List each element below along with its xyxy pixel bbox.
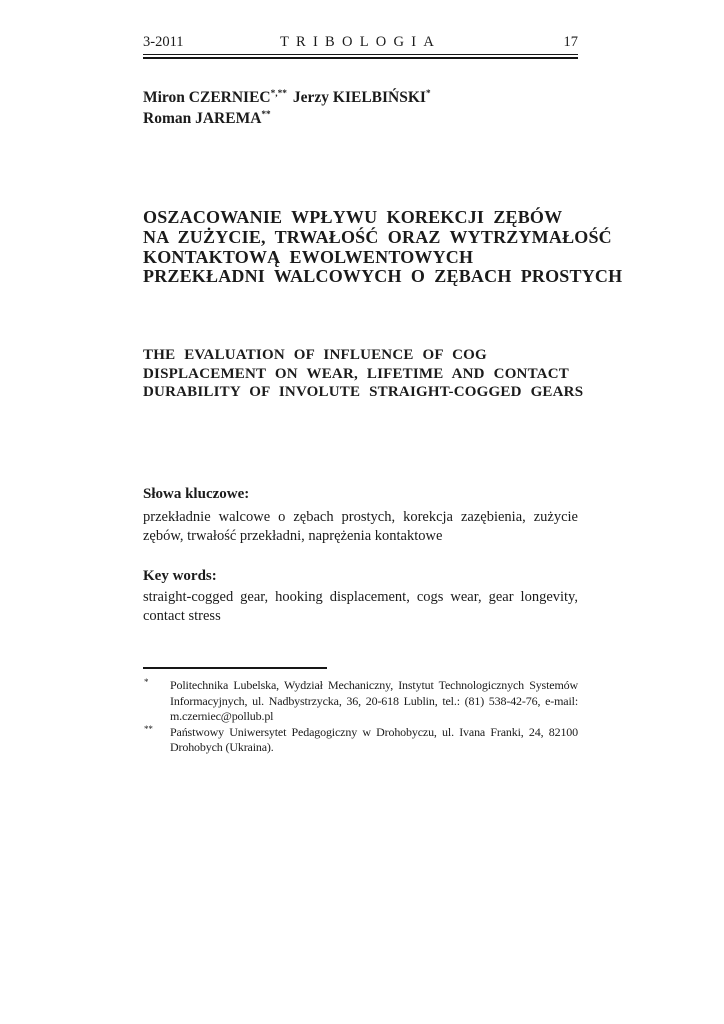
footnote-line: Drohobych (Ukraina).	[170, 740, 274, 755]
paper-title-english	[143, 346, 583, 402]
header-rule	[143, 54, 578, 59]
author-footnote-marks: *,**	[270, 88, 287, 99]
keywords-line: contact stress	[143, 607, 221, 624]
title-line: THE EVALUATION OF INFLUENCE OF COG	[143, 347, 487, 363]
author-footnote-marks: *	[425, 88, 431, 99]
footnote-line: m.czerniec@pollub.pl	[170, 709, 274, 724]
footnote-line: Informacyjnych, ul. Nadbystrzycka, 36, 20-618 Lublin, tel.: (81) 538-42-76, e-mail:	[170, 693, 578, 708]
title-line: PRZEKŁADNI WALCOWYCH O ZĘBACH PROSTYCH	[143, 266, 623, 287]
authors-line-1	[143, 87, 431, 108]
paper-title-polish	[143, 208, 622, 287]
keywords-polish-label: Słowa kluczowe:	[143, 486, 250, 502]
footnote-2	[144, 723, 578, 756]
footnote-marker: **	[144, 723, 153, 734]
footnotes-block	[144, 677, 578, 756]
title-line: DISPLACEMENT ON WEAR, LIFETIME AND CONTACT	[143, 365, 569, 382]
title-line: NA ZUŻYCIE, TRWAŁOŚĆ ORAZ WYTRZYMAŁOŚĆ	[143, 226, 612, 247]
author-name: Roman JAREMA	[143, 110, 262, 127]
footnote-line: Państwowy Uniwersytet Pedagogiczny w Drohobyczu, ul. Ivana Franki, 24, 82100	[170, 724, 578, 739]
keywords-line: zębów, trwałość przekładni, naprężenia kontaktowe	[143, 527, 443, 544]
page-header	[143, 33, 578, 59]
footnote-marker: *	[144, 677, 149, 687]
authors-line-2	[143, 108, 431, 129]
title-line: OSZACOWANIE WPŁYWU KOREKCJI ZĘBÓW	[143, 207, 563, 227]
page-number: 17	[563, 34, 579, 50]
keywords-english-text	[143, 588, 578, 626]
keywords-polish-text	[143, 508, 578, 546]
footnote-line: Politechnika Lubelska, Wydział Mechaniczny, Instytut Technologicznych Systemów	[170, 678, 578, 692]
footnote-1	[144, 677, 578, 725]
journal-title: TRIBOLOGIA	[279, 34, 442, 50]
title-line: DURABILITY OF INVOLUTE STRAIGHT-COGGED GEARS	[143, 384, 584, 401]
author-footnote-marks: **	[261, 109, 271, 120]
keywords-english-label: Key words:	[143, 568, 217, 584]
footnote-separator	[143, 667, 327, 669]
author-name: Jerzy KIELBIŃSKI	[292, 89, 426, 106]
journal-issue: 3-2011	[143, 34, 184, 50]
authors-block	[143, 87, 431, 129]
keywords-line: straight-cogged gear, hooking displacement, cogs wear, gear longevity,	[143, 589, 578, 605]
title-line: KONTAKTOWĄ EWOLWENTOWYCH	[143, 246, 474, 267]
author-name: Miron CZERNIEC	[143, 89, 271, 106]
keywords-line: przekładnie walcowe o zębach prostych, korekcja zazębienia, zużycie	[143, 509, 578, 525]
